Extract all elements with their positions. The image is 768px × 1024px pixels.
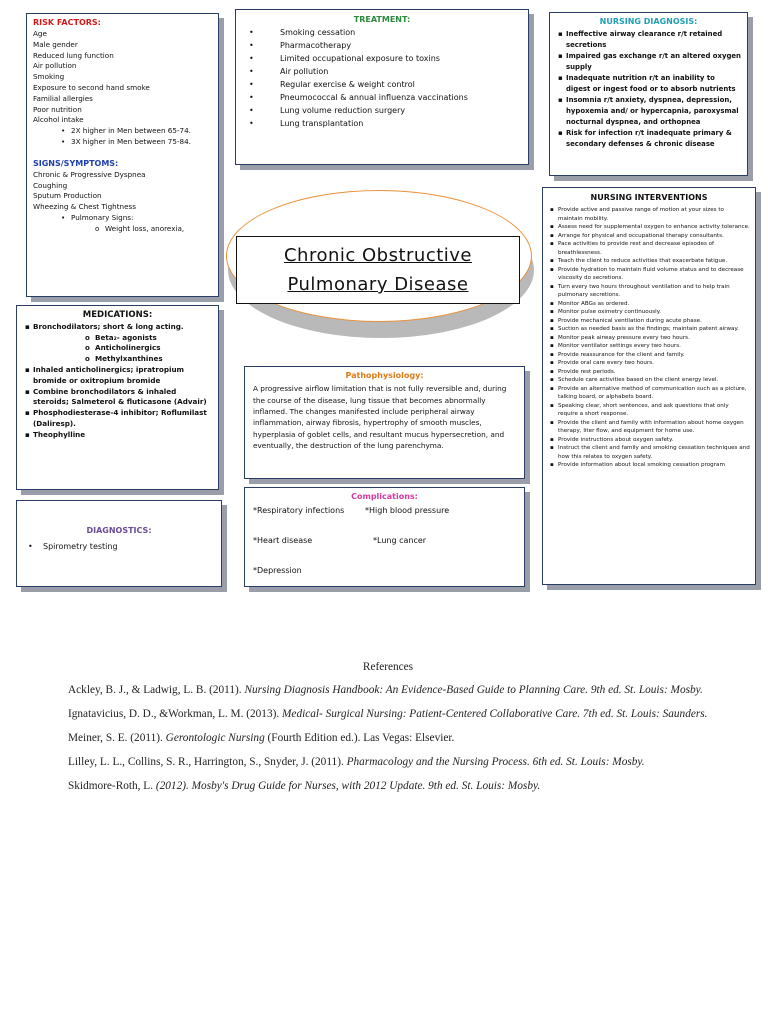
risk-factors-panel xyxy=(26,13,219,297)
list-item: ▪ Monitor peak airway pressure every two hours. xyxy=(548,334,750,343)
list-item: ▪ Monitor ABGs as ordered. xyxy=(548,300,750,309)
list-item: ▪ Inadequate nutrition r/t an inability to digest or ingest food or to absorb nutrients xyxy=(556,73,741,95)
list-item: • Smoking cessation xyxy=(246,27,518,40)
list-item: • 3X higher in Men between 75-84. xyxy=(33,137,212,148)
reference-item xyxy=(68,707,708,721)
pathophysiology-header: Pathophysiology: xyxy=(345,371,424,380)
list-item: ▪ Provide instructions about oxygen safety. xyxy=(548,436,750,445)
list-item: ▪ Pace activities to provide rest and decrease episodes of breathlessness. xyxy=(548,240,750,257)
reference-item xyxy=(68,683,708,697)
list-item: ▪ Teach the client to reduce activities that exacerbate fatigue. xyxy=(548,257,750,266)
nursing-diagnosis-panel xyxy=(549,12,748,176)
reference-authors: Ackley, B. J., & Ladwig, L. B. (2011). xyxy=(68,684,245,696)
complications-header: Complications: xyxy=(351,492,418,501)
list-item: Coughing xyxy=(33,180,68,190)
title-line-2: Pulmonary Disease xyxy=(287,274,469,295)
nursing-diagnosis-header: NURSING DIAGNOSIS: xyxy=(599,17,698,26)
reference-title: (2012). Mosby's Drug Guide for Nurses, with 2012 Update. 9th ed. St. Louis: Mosby. xyxy=(155,780,541,792)
medications-panel xyxy=(16,305,219,490)
list-item: ▪ Provide mechanical ventilation during acute phase. xyxy=(548,317,750,326)
signs-list xyxy=(33,170,212,235)
nursing-interventions-list xyxy=(548,206,750,470)
list-item: ▪ Inhaled anticholinergics; ipratropium bromide or oxitropium bromide xyxy=(23,365,212,387)
complications-panel xyxy=(244,487,525,587)
list-item: ▪ Arrange for physical and occupational therapy consultants. xyxy=(548,232,750,241)
list-item: ▪ Provide the client and family with information about home oxygen therapy, liter flow, and equipment for home use. xyxy=(548,419,750,436)
pathophysiology-text: A progressive airflow limitation that is not fully reversible and, during the course of the disease, lung tissue that becomes abnormally inflamed. The changes manifested include peripheral airway inflammation, airway fibrosis, hypertrophy of smooth muscles, hyperplasia of goblet cells, and resultant mucus hypersecretion, and eventually, the destruction of the lung parenchyma. xyxy=(253,384,507,450)
list-item: Smoking xyxy=(33,72,65,82)
list-item: ▪ Monitor pulse oximetry continuously. xyxy=(548,308,750,317)
title-line-1: Chronic Obstructive xyxy=(283,245,473,266)
reference-title: Medical- Surgical Nursing: Patient-Centered Collaborative Care. 7th ed. St. Louis: Saunders. xyxy=(282,708,708,720)
list-item: ▪ Assess need for supplemental oxygen to enhance activity tolerance. xyxy=(548,223,750,232)
reference-edition: (Fourth Edition ed.). Las Vegas: Elsevier. xyxy=(264,732,455,744)
list-item: • Limited occupational exposure to toxins xyxy=(246,53,518,66)
list-item: Air pollution xyxy=(33,61,77,71)
list-item: Age xyxy=(33,29,47,38)
risk-factors-list xyxy=(33,29,212,148)
reference-item xyxy=(68,755,708,769)
list-item: • Pulmonary Signs: xyxy=(33,213,212,224)
list-item: ▪ Turn every two hours throughout ventilation and to help train pulmonary secretions. xyxy=(548,283,750,300)
medications-header: MEDICATIONS: xyxy=(82,310,153,320)
list-item: Reduced lung function xyxy=(33,50,114,60)
list-item: ▪ Theophylline xyxy=(23,430,212,441)
list-item: • Spirometry testing xyxy=(25,541,213,553)
list-item: ▪ Speaking clear, short sentences, and ask questions that only require a short response. xyxy=(548,402,750,419)
references-header: References xyxy=(362,661,414,673)
list-item: • Air pollution xyxy=(246,66,518,79)
medications-list xyxy=(23,322,212,441)
complication-item: *Respiratory infections xyxy=(253,506,345,515)
list-item: o Methylxanthines xyxy=(23,354,212,365)
reference-title: Pharmacology and the Nursing Process. 6th ed. St. Louis: Mosby. xyxy=(346,756,645,768)
list-item: • Regular exercise & weight control xyxy=(246,79,518,92)
list-item: ▪ Phosphodiesterase-4 inhibitor; Roflumilast (Daliresp). xyxy=(23,408,212,430)
list-item: Sputum Production xyxy=(33,191,102,201)
list-item: ▪ Provide information about local smoking cessation program xyxy=(548,461,750,470)
nursing-diagnosis-list xyxy=(556,29,741,151)
risk-factors-header: RISK FACTORS: xyxy=(33,18,101,27)
complication-item: *Heart disease xyxy=(253,536,313,545)
list-item: Poor nutrition xyxy=(33,104,82,114)
pathophysiology-panel xyxy=(244,366,525,479)
list-item: ▪ Bronchodilators; short & long acting. xyxy=(23,322,212,333)
complication-item: *Lung cancer xyxy=(373,536,427,545)
list-item: ▪ Provide active and passive range of motion at your sizes to maintain mobility. xyxy=(548,206,750,223)
reference-item xyxy=(68,731,708,745)
list-item: Exposure to second hand smoke xyxy=(33,82,150,92)
list-item: ▪ Insomnia r/t anxiety, dyspnea, depression, hypoxemia and/ or hypercapnia, paroxysmal nocturnal dyspnea, and orthopnea xyxy=(556,95,741,128)
list-item: ▪ Impaired gas exchange r/t an altered oxygen supply xyxy=(556,51,741,73)
list-item: ▪ Suction as needed basis as the findings; maintain patent airway. xyxy=(548,325,750,334)
treatment-list xyxy=(246,27,518,131)
list-item: o Beta₂- agonists xyxy=(23,333,212,344)
list-item: • Lung transplantation xyxy=(246,118,518,131)
diagnostics-list xyxy=(25,541,213,553)
references-section xyxy=(68,660,708,803)
reference-title: Nursing Diagnosis Handbook: An Evidence-Based Guide to Planning Care. 9th ed. St. Louis: Mosby. xyxy=(244,684,703,696)
complication-item: *Depression xyxy=(253,566,302,575)
list-item: Alcohol intake xyxy=(33,115,84,125)
list-item: ▪ Instruct the client and family and smoking cessation techniques and how this relates to oxygen safety. xyxy=(548,444,750,461)
list-item: o Weight loss, anorexia, xyxy=(33,224,212,235)
list-item: ▪ Provide rest periods. xyxy=(548,368,750,377)
list-item: Wheezing & Chest Tightness xyxy=(33,202,136,212)
list-item: ▪ Schedule care activities based on the client energy level. xyxy=(548,376,750,385)
list-item: • Lung volume reduction surgery xyxy=(246,105,518,118)
diagnostics-header: DIAGNOSTICS: xyxy=(86,526,152,535)
reference-authors: Lilley, L. L., Collins, S. R., Harrington, S., Snyder, J. (2011). xyxy=(68,756,347,768)
nursing-interventions-panel xyxy=(542,187,756,585)
treatment-panel xyxy=(235,9,529,165)
list-item: ▪ Ineffective airway clearance r/t retained secretions xyxy=(556,29,741,51)
nursing-interventions-header: NURSING INTERVENTIONS xyxy=(590,193,708,202)
list-item: ▪ Provide oral care every two hours. xyxy=(548,359,750,368)
reference-authors: Meiner, S. E. (2011). xyxy=(68,732,166,744)
page-title xyxy=(236,236,520,304)
list-item: Familial allergies xyxy=(33,93,93,103)
diagnostics-panel xyxy=(16,500,222,587)
list-item: ▪ Provide hydration to maintain fluid volume status and to decrease viscosity do secretions. xyxy=(548,266,750,283)
complication-item: *High blood pressure xyxy=(365,506,450,515)
treatment-header: TREATMENT: xyxy=(353,15,411,24)
list-item: ▪ Provide an alternative method of communication such as a picture, talking board, or alphabets board. xyxy=(548,385,750,402)
list-item: • Pneumococcal & annual influenza vaccinations xyxy=(246,92,518,105)
signs-header: SIGNS/SYMPTOMS: xyxy=(33,158,119,168)
list-item: • Pharmacotherapy xyxy=(246,40,518,53)
list-item: ▪ Risk for infection r/t inadequate primary & secondary defenses & chronic disease xyxy=(556,128,741,150)
list-item: Chronic & Progressive Dyspnea xyxy=(33,169,146,179)
list-item: ▪ Monitor ventilator settings every two hours. xyxy=(548,342,750,351)
reference-authors: Ignatavicius, D. D., &Workman, L. M. (2013). xyxy=(68,708,283,720)
list-item: Male gender xyxy=(33,39,78,49)
list-item: ▪ Provide reassurance for the client and family. xyxy=(548,351,750,360)
reference-title: Gerontologic Nursing xyxy=(165,732,265,744)
list-item: o Anticholinergics xyxy=(23,343,212,354)
reference-authors: Skidmore-Roth, L. xyxy=(68,780,156,792)
list-item: • 2X higher in Men between 65-74. xyxy=(33,126,212,137)
reference-item xyxy=(68,779,708,793)
list-item: ▪ Combine bronchodilators & inhaled steroids; Salmeterol & fluticasone (Advair) xyxy=(23,387,212,409)
